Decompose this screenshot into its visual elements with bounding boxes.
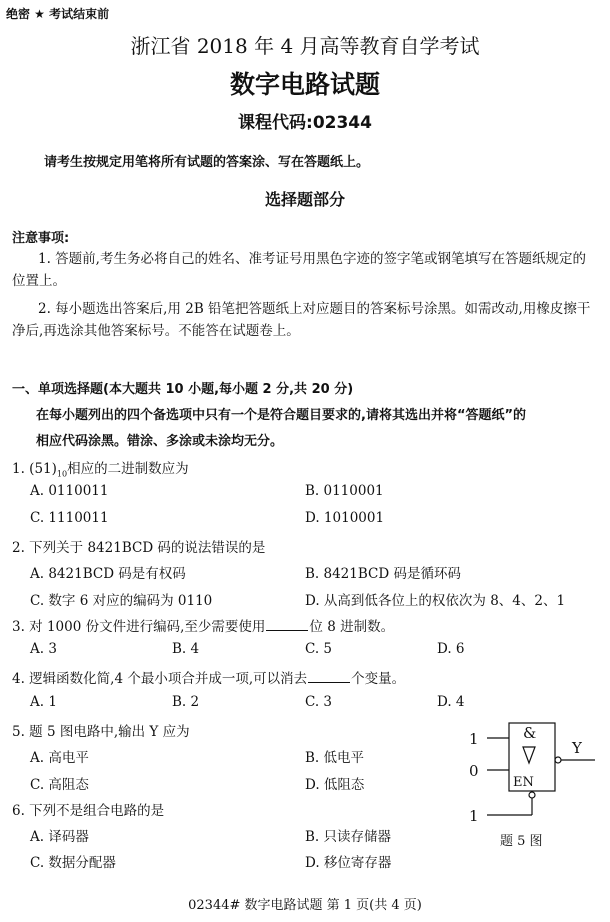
q1-option-b: B. 0110001 [305,483,384,499]
q3-option-c: C. 5 [305,641,333,657]
question-2-stem: 2. 下列关于 8421BCD 码的说法错误的是 [12,540,266,556]
q3-option-a: A. 3 [30,641,57,657]
q6-option-b: B. 只读存储器 [305,829,392,845]
question-1-stem [12,457,189,479]
note-2: 2. 每小题选出答案后,用 2B 铅笔把答题纸上对应题目的答案标号涂黑。如需改动,用橡皮擦干净后,再选涂其他答案标号。不能答在试题卷上。 [12,301,591,339]
course-code: 课程代码:02344 [238,113,372,133]
q4-answer-blank [308,670,350,683]
q6-option-c: C. 数据分配器 [30,855,116,871]
confidential-label: 绝密 ★ 考试结束前 [6,7,110,21]
question-4-stem [12,667,405,687]
part1-instruction-line1: 在每小题列出的四个备选项中只有一个是符合题目要求的,请将其选出并将“答题纸”的 [36,408,527,423]
page-footer: 02344# 数字电路试题 第 1 页(共 4 页) [188,898,422,913]
q3-stem-before: 3. 对 1000 份文件进行编码,至少需要使用 [12,619,266,635]
q1-option-c: C. 1110011 [30,510,109,526]
subject-title: 数字电路试题 [229,70,380,99]
q2-option-a: A. 8421BCD 码是有权码 [30,566,186,582]
q3-option-d: D. 6 [437,641,465,657]
q1-option-d: D. 1010001 [305,510,385,526]
output-inversion-bubble [555,757,561,763]
notes-title: 注意事项: [12,231,70,246]
q5-option-c: C. 高阻态 [30,777,89,793]
part1-instruction-line2: 相应代码涂黑。错涂、多涂或未涂均无分。 [36,434,284,449]
q3-answer-blank [266,618,308,631]
q4-stem-before: 4. 逻辑函数化简,4 个最小项合并成一项,可以消去 [12,671,308,687]
q4-stem-after: 个变量。 [351,671,406,687]
figure-5-caption: 题 5 图 [500,834,543,849]
en-label: EN [513,775,534,790]
input-1-label: 1 [469,730,479,748]
q2-option-d: D. 从高到低各位上的权依次为 8、4、2、1 [305,593,566,609]
section-heading: 选择题部分 [264,190,345,209]
q2-option-b: B. 8421BCD 码是循环码 [305,566,461,582]
q3-stem-after: 位 8 进制数。 [309,619,395,635]
exam-title: 浙江省 2018 年 4 月高等教育自学考试 [130,34,480,58]
q1-option-a: A. 0110011 [30,483,109,499]
q4-option-d: D. 4 [437,694,465,710]
enable-input-label: 1 [469,807,479,825]
input-2-label: 0 [469,762,479,780]
exam-instruction: 请考生按规定用笔将所有试题的答案涂、写在答题纸上。 [44,155,370,170]
note-1: 1. 答题前,考生务必将自己的姓名、准考证号用黑色字迹的签字笔或钢笔填写在答题纸规定的位置上。 [12,251,586,289]
q2-option-c: C. 数字 6 对应的编码为 0110 [30,593,213,609]
q5-option-b: B. 低电平 [305,750,365,766]
enable-inversion-bubble [529,792,535,798]
q6-option-d: D. 移位寄存器 [305,855,392,871]
q4-option-a: A. 1 [30,694,57,710]
q4-option-b: B. 2 [172,694,200,710]
question-3-stem [12,615,394,635]
output-label: Y [572,739,582,757]
q1-subscript: 10 [56,469,68,479]
q6-option-a: A. 译码器 [30,829,89,845]
and-symbol: & [523,724,537,742]
q1-prefix: 1. (51) [12,461,57,477]
q1-suffix: 相应的二进制数应为 [67,461,189,477]
part1-heading: 一、单项选择题(本大题共 10 小题,每小题 2 分,共 20 分) [12,382,354,397]
q5-option-d: D. 低阻态 [305,777,365,793]
q5-option-a: A. 高电平 [30,750,89,766]
q3-option-b: B. 4 [172,641,200,657]
tristate-triangle-symbol [523,747,535,763]
figure-5-circuit [455,715,605,830]
question-5-stem: 5. 题 5 图电路中,输出 Y 应为 [12,724,190,740]
question-6-stem: 6. 下列不是组合电路的是 [12,803,165,819]
q4-option-c: C. 3 [305,694,333,710]
